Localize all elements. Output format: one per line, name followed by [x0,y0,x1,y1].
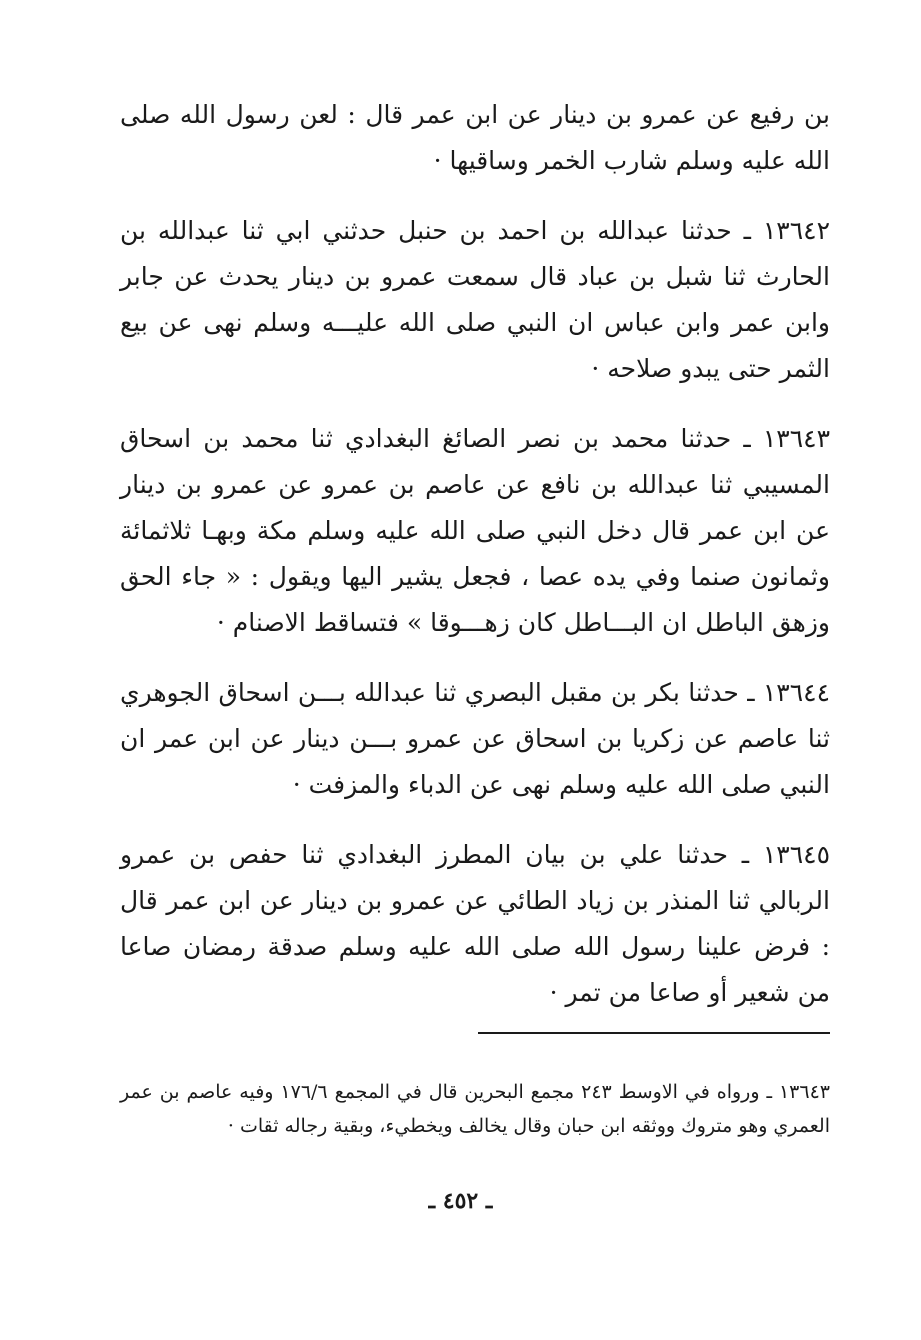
footnote-divider [478,1032,830,1034]
main-text [120,92,830,1040]
page-number: ـ ٤٥٢ ـ [428,1188,493,1214]
paragraph-continuation: بن رفيع عن عمرو بن دينار عن ابن عمر قال : لعن رسول الله صلى الله عليه وسلم شارب الخمر وساقيها · [120,100,830,175]
paragraph-hadith-13643: ١٣٦٤٣ ـ حدثنا محمد بن نصر الصائغ البغدادي ثنا محمد بن اسحاق المسيبي ثنا عبدالله بن نافع عن عاصم بن عمرو عن عمرو بن دينار عن ابن عمر قال دخل النبي صلى الله عليه وسلم مكة وبهـا ثلاثمائة وثمانون صنما وفي يده عصا ، فجعل يشير اليها ويقول : « جاء الحق وزهق الباطل ان البـــاطل كان زهـــوقا » فتساقط الاصنام · [120,424,830,637]
paragraph-hadith-13644: ١٣٦٤٤ ـ حدثنا بكر بن مقبل البصري ثنا عبدالله بـــن اسحاق الجوهري ثنا عاصم عن زكريا بن اسحاق عن عمرو بـــن دينار عن ابن عمر ان النبي صلى الله عليه وسلم نهى عن الدباء والمزفت · [120,678,830,799]
footnote-text: ١٣٦٤٣ ـ ورواه في الاوسط ٢٤٣ مجمع البحرين قال في المجمع ١٧٦/٦ وفيه عاصم بن عمر العمري وهو متروك ووثقه ابن حبان وقال يخالف ويخطيء، وبقية رجاله ثقات · [120,1081,830,1137]
paragraph-hadith-13642: ١٣٦٤٢ ـ حدثنا عبدالله بن احمد بن حنبل حدثني ابي ثنا عبدالله بن الحارث ثنا شبل بن عباد قال سمعت عمرو بن دينار يحدث عن جابر وابن عمر وابن عباس ان النبي صلى الله عليـــه وسلم نهى عن بيع الثمر حتى يبدو صلاحه · [120,216,830,383]
paragraph-hadith-13645: ١٣٦٤٥ ـ حدثنا علي بن بيان المطرز البغدادي ثنا حفص بن عمرو الربالي ثنا المنذر بن زياد الطائي عن عمرو بن دينار عن ابن عمر قال : فرض علينا رسول الله صلى الله عليه وسلم صدقة رمضان صاعا من شعير أو صاعا من تمر · [120,840,830,1007]
